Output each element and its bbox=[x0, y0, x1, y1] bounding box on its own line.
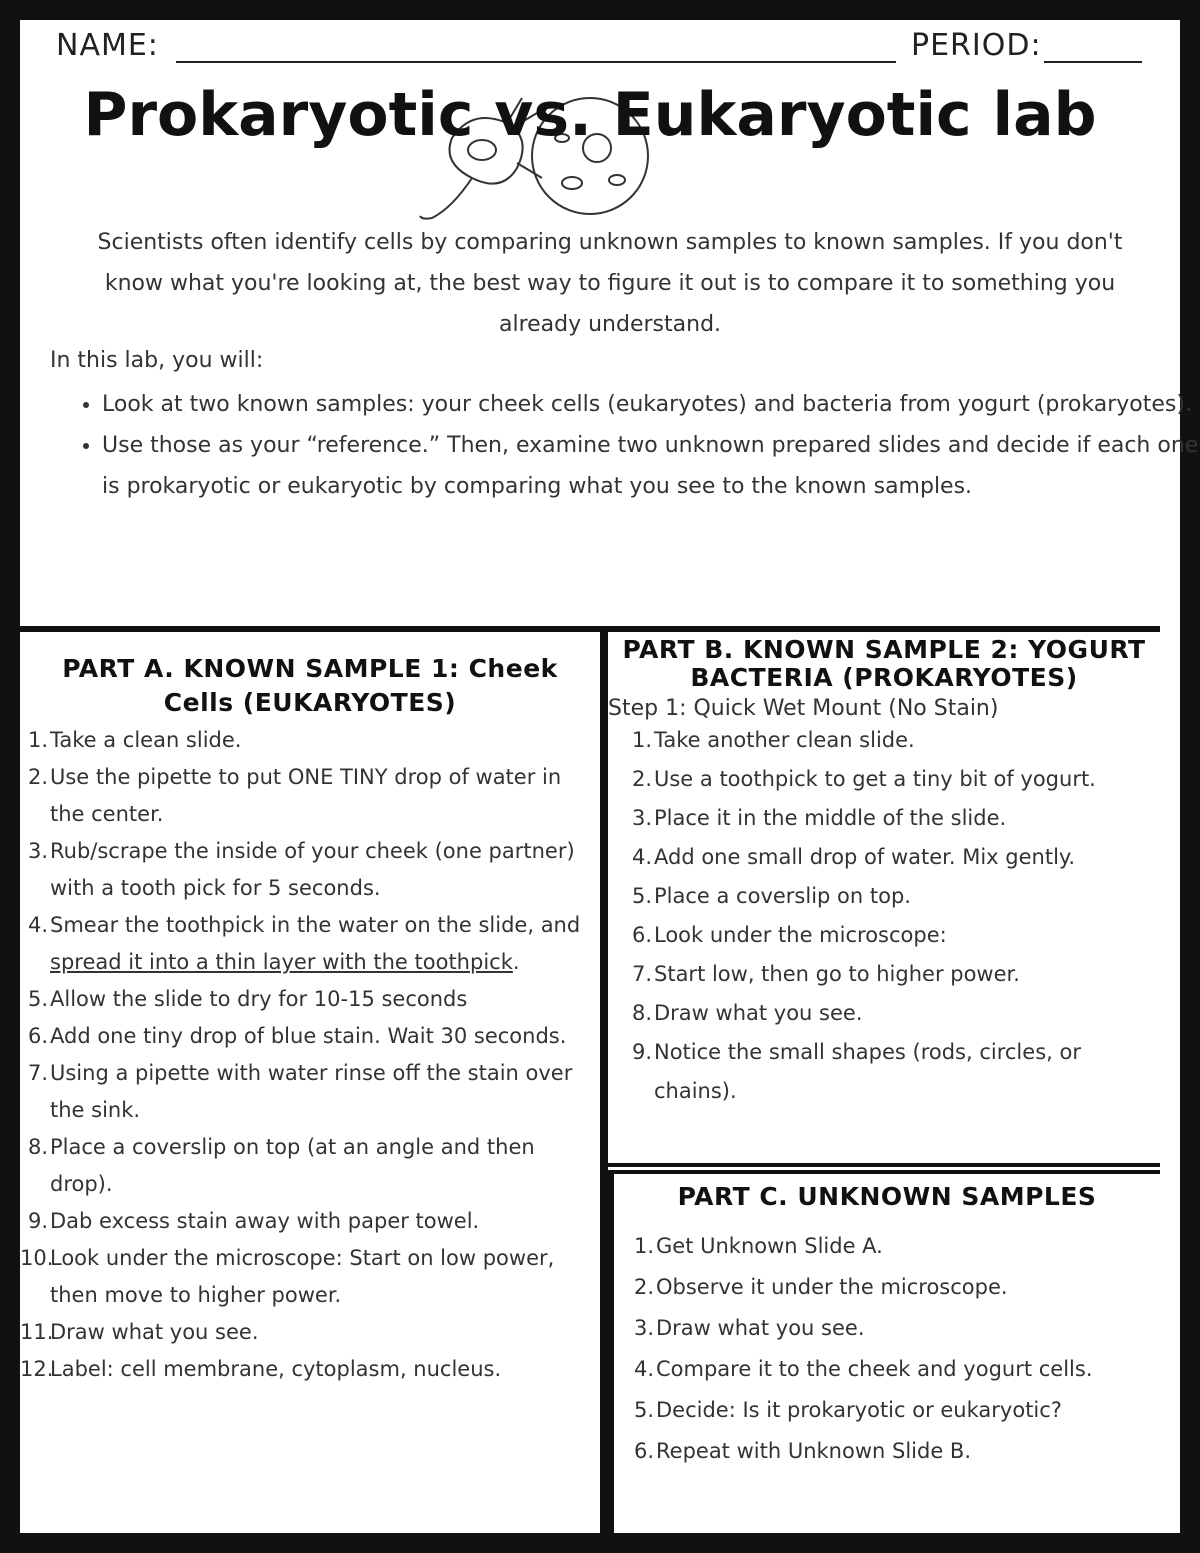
step-text: Use a toothpick to get a tiny bit of yogurt. bbox=[654, 767, 1096, 791]
step-text: Smear the toothpick in the water on the slide, and bbox=[50, 913, 581, 937]
step-item bbox=[608, 721, 1146, 760]
part-c-steps bbox=[614, 1226, 1160, 1472]
divider bbox=[608, 1170, 1160, 1174]
step-number: 9. bbox=[631, 1040, 652, 1064]
step-text: Draw what you see. bbox=[50, 1320, 259, 1344]
part-b-steps bbox=[608, 721, 1160, 1111]
step-text: Add one small drop of water. Mix gently. bbox=[654, 845, 1076, 869]
step-number: 6. bbox=[27, 1024, 48, 1048]
step-text: Decide: Is it prokaryotic or eukaryotic? bbox=[656, 1398, 1062, 1422]
part-b-step-heading: Step 1: Quick Wet Mount (No Stain) bbox=[608, 696, 999, 721]
step-item bbox=[608, 916, 1146, 955]
divider bbox=[608, 1163, 1160, 1167]
step-number: 10. bbox=[20, 1246, 54, 1270]
divider bbox=[20, 626, 1160, 632]
bullet-item: • Use those as your “reference.” Then, examine two unknown prepared slides and decide if each one is prokaryotic or eukaryotic by comparing what you see to the known samples. bbox=[102, 425, 1200, 507]
step-number: 4. bbox=[633, 1357, 654, 1381]
step-item bbox=[20, 1018, 600, 1055]
step-text: Use the pipette to put ONE TINY drop of water in the center. bbox=[50, 765, 562, 826]
worksheet-title: Prokaryotic vs. Eukaryotic lab bbox=[83, 80, 1097, 150]
step-item bbox=[20, 759, 600, 833]
step-item bbox=[614, 1226, 1120, 1267]
step-item bbox=[614, 1349, 1120, 1390]
step-text: Look under the microscope: Start on low power, then move to higher power. bbox=[50, 1246, 555, 1307]
step-item bbox=[608, 838, 1146, 877]
bacterium-flagellum bbox=[420, 178, 472, 219]
part-a-title: PART A. KNOWN SAMPLE 1: Cheek Cells (EUKARYOTES) bbox=[62, 654, 558, 717]
step-text: Draw what you see. bbox=[654, 1001, 863, 1025]
part-b-title: PART B. KNOWN SAMPLE 2: YOGURT BACTERIA (PROKARYOTES) bbox=[622, 635, 1146, 692]
step-text: Dab excess stain away with paper towel. bbox=[50, 1209, 480, 1233]
step-number: 3. bbox=[633, 1316, 654, 1340]
step-item bbox=[20, 1351, 600, 1388]
step-item bbox=[20, 981, 600, 1018]
step-item bbox=[20, 1129, 600, 1203]
step-item bbox=[20, 1314, 600, 1351]
step-number: 3. bbox=[27, 839, 48, 863]
step-item bbox=[608, 994, 1146, 1033]
step-text: Take a clean slide. bbox=[50, 728, 242, 752]
step-text: Draw what you see. bbox=[656, 1316, 865, 1340]
step-text: Repeat with Unknown Slide B. bbox=[656, 1439, 971, 1463]
step-text: Start low, then go to higher power. bbox=[654, 962, 1020, 986]
step-number: 6. bbox=[631, 923, 652, 947]
step-number: 1. bbox=[27, 728, 48, 752]
step-text: Using a pipette with water rinse off the stain over the sink. bbox=[50, 1061, 573, 1122]
organelle bbox=[562, 177, 582, 189]
step-item bbox=[608, 877, 1146, 916]
part-a-section bbox=[20, 652, 600, 1388]
step-number: 7. bbox=[631, 962, 652, 986]
intro-lead: In this lab, you will: bbox=[50, 348, 264, 373]
intro-bullets bbox=[50, 384, 1200, 507]
step-text: Place a coverslip on top (at an angle and then drop). bbox=[50, 1135, 535, 1196]
name-period-row bbox=[36, 28, 1146, 72]
step-item bbox=[20, 907, 600, 981]
divider bbox=[600, 632, 608, 1533]
step-text: Rub/scrape the inside of your cheek (one partner) with a tooth pick for 5 seconds. bbox=[50, 839, 575, 900]
header-section bbox=[20, 20, 1199, 626]
step-number: 2. bbox=[633, 1275, 654, 1299]
step-number: 6. bbox=[633, 1439, 654, 1463]
step-item bbox=[614, 1267, 1120, 1308]
step-text: Get Unknown Slide A. bbox=[656, 1234, 883, 1258]
step-text: Look under the microscope: bbox=[654, 923, 947, 947]
step-item bbox=[20, 1240, 600, 1314]
step-number: 5. bbox=[631, 884, 652, 908]
step-item bbox=[608, 799, 1146, 838]
part-b-section bbox=[608, 636, 1160, 1111]
step-number: 3. bbox=[631, 806, 652, 830]
step-text: Add one tiny drop of blue stain. Wait 30 seconds. bbox=[50, 1024, 567, 1048]
step-number: 7. bbox=[27, 1061, 48, 1085]
step-number: 8. bbox=[631, 1001, 652, 1025]
step-text: Observe it under the microscope. bbox=[656, 1275, 1008, 1299]
step-item bbox=[608, 955, 1146, 994]
step-number: 4. bbox=[27, 913, 48, 937]
step-item bbox=[614, 1308, 1120, 1349]
step-number: 12. bbox=[20, 1357, 54, 1381]
step-emphasis: spread it into a thin layer with the toothpick bbox=[50, 950, 513, 974]
step-number: 5. bbox=[27, 987, 48, 1011]
step-item bbox=[608, 1033, 1146, 1111]
step-number: 2. bbox=[27, 765, 48, 789]
intro-paragraph: Scientists often identify cells by comparing unknown samples to known samples. If you don't know what you're looking at, the best way to figure it out is to compare it to something you already understand. bbox=[97, 230, 1123, 337]
step-number: 9. bbox=[27, 1209, 48, 1233]
bullet-item: • Look at two known samples: your cheek cells (eukaryotes) and bacteria from yogurt (prokaryotes). bbox=[102, 384, 1200, 425]
step-text: Place a coverslip on top. bbox=[654, 884, 911, 908]
step-number: 4. bbox=[631, 845, 652, 869]
step-item bbox=[20, 1055, 600, 1129]
part-c-title: PART C. UNKNOWN SAMPLES bbox=[677, 1182, 1097, 1211]
organelle bbox=[609, 175, 625, 185]
step-number: 1. bbox=[633, 1234, 654, 1258]
step-item bbox=[608, 760, 1146, 799]
step-text: Take another clean slide. bbox=[654, 728, 915, 752]
step-item bbox=[20, 833, 600, 907]
part-c-section bbox=[614, 1180, 1160, 1472]
part-a-steps bbox=[20, 722, 600, 1388]
step-text: Label: cell membrane, cytoplasm, nucleus. bbox=[50, 1357, 502, 1381]
step-item bbox=[614, 1431, 1120, 1472]
period-label: PERIOD: bbox=[911, 28, 1042, 63]
period-blank[interactable] bbox=[1044, 61, 1142, 63]
step-number: 1. bbox=[631, 728, 652, 752]
step-item bbox=[614, 1390, 1120, 1431]
step-number: 8. bbox=[27, 1135, 48, 1159]
name-label: NAME: bbox=[56, 28, 159, 63]
step-number: 5. bbox=[633, 1398, 654, 1422]
step-text: Notice the small shapes (rods, circles, or chains). bbox=[654, 1040, 1081, 1103]
step-text: Allow the slide to dry for 10-15 seconds bbox=[50, 987, 468, 1011]
step-number: 11. bbox=[20, 1320, 54, 1344]
step-item bbox=[20, 722, 600, 759]
step-text-end: . bbox=[512, 950, 520, 974]
step-item bbox=[20, 1203, 600, 1240]
name-blank[interactable] bbox=[176, 61, 896, 63]
step-text: Place it in the middle of the slide. bbox=[654, 806, 1007, 830]
step-text: Compare it to the cheek and yogurt cells. bbox=[656, 1357, 1093, 1381]
step-number: 2. bbox=[631, 767, 652, 791]
